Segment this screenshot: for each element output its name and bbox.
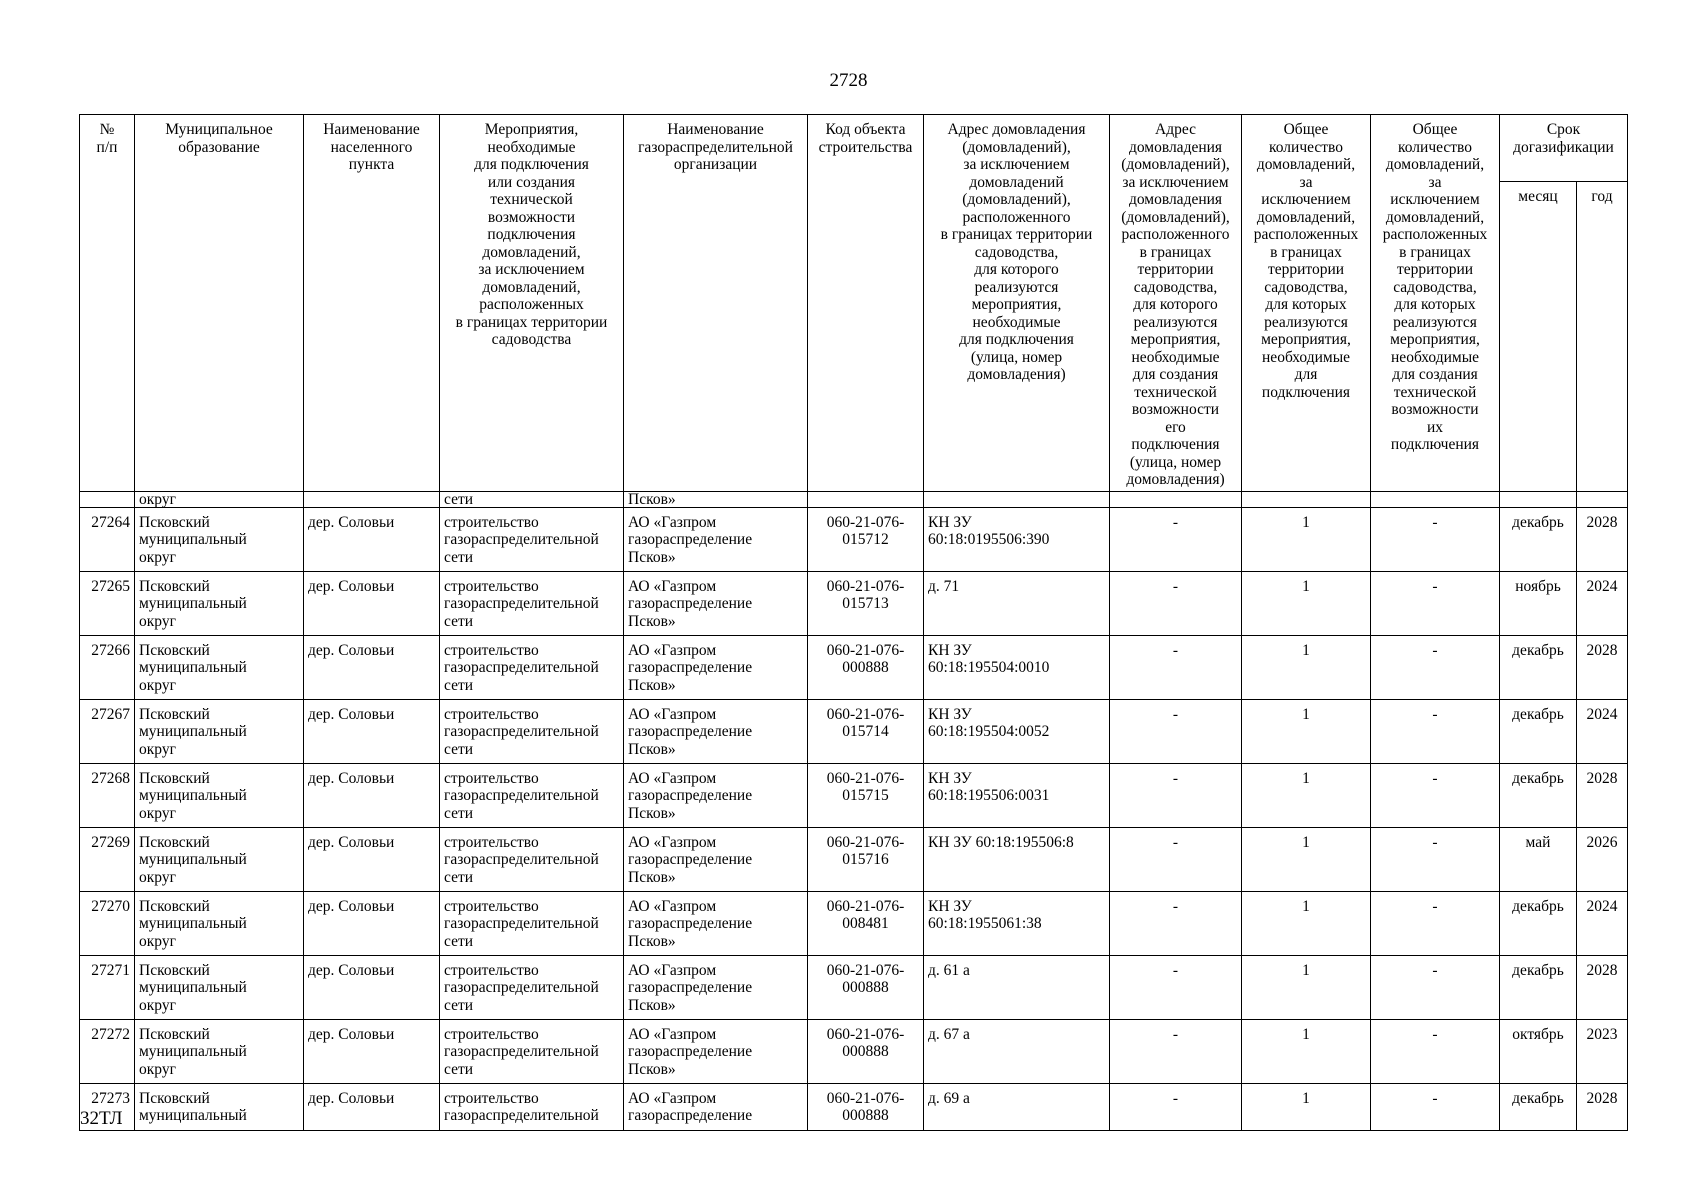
cell-municipality: Псковский муниципальный округ	[135, 1019, 304, 1083]
cell-month: декабрь	[1500, 891, 1577, 955]
cell-total-tech: -	[1371, 891, 1500, 955]
cell-total: 1	[1242, 827, 1371, 891]
cell-total: 1	[1242, 891, 1371, 955]
cell-month	[1500, 491, 1577, 507]
cell-month: декабрь	[1500, 699, 1577, 763]
cell-gas-org: АО «Газпром газораспределение Псков»	[624, 1019, 808, 1083]
cell-settlement: дер. Соловьи	[304, 763, 440, 827]
cell-code: 060-21-076- 000888	[808, 1019, 924, 1083]
cell-municipality: Псковский муниципальный округ	[135, 763, 304, 827]
cell-gas-org: АО «Газпром газораспределение Псков»	[624, 891, 808, 955]
cell-gas-org: АО «Газпром газораспределение Псков»	[624, 763, 808, 827]
header-gas-org: Наименование газораспределительной организации	[624, 115, 808, 492]
cell-code: 060-21-076- 015715	[808, 763, 924, 827]
cell-gas-org: АО «Газпром газораспределение Псков»	[624, 827, 808, 891]
cell-municipality: Псковский муниципальный округ	[135, 571, 304, 635]
table-row	[80, 1019, 1628, 1083]
cell-year	[1577, 491, 1628, 507]
cell-address-tech: -	[1110, 827, 1242, 891]
cell-num: 27268	[80, 763, 135, 827]
cell-measures: строительство газораспределительной	[440, 1083, 624, 1130]
cell-address-tech: -	[1110, 955, 1242, 1019]
header-total-connect: Общее количество домовладений, за исключением домовладений, расположенных в границах территории садоводства, для которых реализуются мероприятия, необходимые для подключения	[1242, 115, 1371, 492]
cell-address-tech: -	[1110, 763, 1242, 827]
cell-address: КН ЗУ 60:18:195506:0031	[924, 763, 1110, 827]
cell-year: 2024	[1577, 699, 1628, 763]
cell-code: 060-21-076- 000888	[808, 1083, 924, 1130]
cell-address-tech: -	[1110, 635, 1242, 699]
cell-total	[1242, 491, 1371, 507]
cell-total-tech: -	[1371, 763, 1500, 827]
footer-code: 32ТЛ	[80, 1108, 123, 1129]
cell-num	[80, 491, 135, 507]
cell-total: 1	[1242, 571, 1371, 635]
cell-measures: строительство газораспределительной сети	[440, 507, 624, 571]
cell-num: 27272	[80, 1019, 135, 1083]
cell-total: 1	[1242, 1019, 1371, 1083]
cell-settlement: дер. Соловьи	[304, 955, 440, 1019]
cell-settlement: дер. Соловьи	[304, 827, 440, 891]
cell-total-tech: -	[1371, 571, 1500, 635]
header-total-tech: Общее количество домовладений, за исключением домовладений, расположенных в границах территории садоводства, для которых реализуются мероприятия, необходимые для создания технической возможности их подключения	[1371, 115, 1500, 492]
header-object-code: Код объекта строительства	[808, 115, 924, 492]
cell-measures: строительство газораспределительной сети	[440, 827, 624, 891]
cell-address-tech: -	[1110, 571, 1242, 635]
cell-year: 2028	[1577, 507, 1628, 571]
cell-measures: сети	[440, 491, 624, 507]
header-num: № п/п	[80, 115, 135, 492]
cell-address: д. 69 а	[924, 1083, 1110, 1130]
cell-address-tech: -	[1110, 699, 1242, 763]
cell-total-tech: -	[1371, 635, 1500, 699]
header-year: год	[1577, 181, 1628, 491]
cell-municipality: Псковский муниципальный округ	[135, 955, 304, 1019]
cell-code: 060-21-076- 000888	[808, 955, 924, 1019]
cell-month: октябрь	[1500, 1019, 1577, 1083]
cell-year: 2028	[1577, 1083, 1628, 1130]
cell-address-tech	[1110, 491, 1242, 507]
cell-total: 1	[1242, 507, 1371, 571]
cell-address: д. 71	[924, 571, 1110, 635]
cell-address: д. 61 а	[924, 955, 1110, 1019]
cell-settlement: дер. Соловьи	[304, 1019, 440, 1083]
cell-settlement: дер. Соловьи	[304, 1083, 440, 1130]
cell-total: 1	[1242, 699, 1371, 763]
cell-settlement: дер. Соловьи	[304, 699, 440, 763]
continuation-row	[80, 491, 1628, 507]
cell-year: 2024	[1577, 891, 1628, 955]
cell-address	[924, 491, 1110, 507]
cell-total: 1	[1242, 955, 1371, 1019]
cell-measures: строительство газораспределительной сети	[440, 699, 624, 763]
cell-address: КН ЗУ 60:18:1955061:38	[924, 891, 1110, 955]
cell-month: декабрь	[1500, 635, 1577, 699]
cell-address-tech: -	[1110, 1019, 1242, 1083]
cell-settlement	[304, 491, 440, 507]
table-row	[80, 571, 1628, 635]
cell-month: ноябрь	[1500, 571, 1577, 635]
header-row	[80, 115, 1628, 182]
cell-total-tech: -	[1371, 827, 1500, 891]
cell-total-tech: -	[1371, 955, 1500, 1019]
cell-num: 27271	[80, 955, 135, 1019]
header-month: месяц	[1500, 181, 1577, 491]
gasification-table	[79, 114, 1628, 1131]
cell-gas-org: АО «Газпром газораспределение Псков»	[624, 699, 808, 763]
cell-total-tech: -	[1371, 507, 1500, 571]
cell-measures: строительство газораспределительной сети	[440, 635, 624, 699]
cell-gas-org: АО «Газпром газораспределение	[624, 1083, 808, 1130]
cell-municipality: Псковский муниципальный округ	[135, 699, 304, 763]
page-number: 2728	[829, 70, 868, 91]
cell-total: 1	[1242, 763, 1371, 827]
cell-address-tech: -	[1110, 1083, 1242, 1130]
cell-measures: строительство газораспределительной сети	[440, 1019, 624, 1083]
cell-year: 2028	[1577, 955, 1628, 1019]
table-row	[80, 699, 1628, 763]
cell-num: 27264	[80, 507, 135, 571]
cell-year: 2026	[1577, 827, 1628, 891]
cell-address: КН ЗУ 60:18:195506:8	[924, 827, 1110, 891]
cell-address: д. 67 а	[924, 1019, 1110, 1083]
cell-month: декабрь	[1500, 507, 1577, 571]
header-municipality: Муниципальное образование	[135, 115, 304, 492]
cell-year: 2028	[1577, 635, 1628, 699]
cell-num: 27265	[80, 571, 135, 635]
cell-code: 060-21-076- 015712	[808, 507, 924, 571]
cell-year: 2024	[1577, 571, 1628, 635]
cell-settlement: дер. Соловьи	[304, 635, 440, 699]
table-row	[80, 891, 1628, 955]
cell-month: декабрь	[1500, 763, 1577, 827]
cell-municipality: Псковский муниципальный округ	[135, 891, 304, 955]
table-row	[80, 507, 1628, 571]
cell-month: май	[1500, 827, 1577, 891]
cell-address: КН ЗУ 60:18:195504:0052	[924, 699, 1110, 763]
cell-year: 2028	[1577, 763, 1628, 827]
header-address-tech: Адрес домовладения (домовладений), за исключением домовладения (домовладений), расположенного в границах территории садоводства, для которого реализуются мероприятия, необходимые для создания технической возможности его подключения (улица, номер домовладения)	[1110, 115, 1242, 492]
cell-measures: строительство газораспределительной сети	[440, 891, 624, 955]
cell-num: 27273	[80, 1083, 135, 1130]
cell-gas-org: АО «Газпром газораспределение Псков»	[624, 635, 808, 699]
table-row	[80, 635, 1628, 699]
cell-num: 27270	[80, 891, 135, 955]
cell-address: КН ЗУ 60:18:195504:0010	[924, 635, 1110, 699]
cell-municipality: Псковский муниципальный	[135, 1083, 304, 1130]
cell-code	[808, 491, 924, 507]
table-body	[80, 491, 1628, 1130]
cell-code: 060-21-076- 008481	[808, 891, 924, 955]
cell-code: 060-21-076- 000888	[808, 635, 924, 699]
cell-gas-org: Псков»	[624, 491, 808, 507]
cell-address-tech: -	[1110, 891, 1242, 955]
header-measures: Мероприятия, необходимые для подключения или создания технической возможности подключения домовладений, за исключением домовладений, расположенных в границах территории садоводства	[440, 115, 624, 492]
cell-total-tech	[1371, 491, 1500, 507]
cell-year: 2023	[1577, 1019, 1628, 1083]
table-row	[80, 1083, 1628, 1130]
cell-month: декабрь	[1500, 955, 1577, 1019]
cell-settlement: дер. Соловьи	[304, 891, 440, 955]
header-settlement: Наименование населенного пункта	[304, 115, 440, 492]
cell-measures: строительство газораспределительной сети	[440, 955, 624, 1019]
table-row	[80, 827, 1628, 891]
cell-municipality: Псковский муниципальный округ	[135, 827, 304, 891]
header-address-connect: Адрес домовладения (домовладений), за исключением домовладений (домовладений), расположенного в границах территории садоводства, для которого реализуются мероприятия, необходимые для подключения (улица, номер домовладения)	[924, 115, 1110, 492]
cell-gas-org: АО «Газпром газораспределение Псков»	[624, 955, 808, 1019]
cell-num: 27267	[80, 699, 135, 763]
cell-code: 060-21-076- 015716	[808, 827, 924, 891]
cell-total-tech: -	[1371, 1019, 1500, 1083]
cell-code: 060-21-076- 015713	[808, 571, 924, 635]
cell-month: декабрь	[1500, 1083, 1577, 1130]
cell-total-tech: -	[1371, 1083, 1500, 1130]
cell-settlement: дер. Соловьи	[304, 571, 440, 635]
cell-address: КН ЗУ 60:18:0195506:390	[924, 507, 1110, 571]
cell-measures: строительство газораспределительной сети	[440, 571, 624, 635]
cell-municipality: округ	[135, 491, 304, 507]
cell-code: 060-21-076- 015714	[808, 699, 924, 763]
cell-municipality: Псковский муниципальный округ	[135, 507, 304, 571]
cell-total: 1	[1242, 1083, 1371, 1130]
cell-total-tech: -	[1371, 699, 1500, 763]
table-row	[80, 955, 1628, 1019]
cell-settlement: дер. Соловьи	[304, 507, 440, 571]
cell-gas-org: АО «Газпром газораспределение Псков»	[624, 571, 808, 635]
table-row	[80, 763, 1628, 827]
cell-num: 27269	[80, 827, 135, 891]
header-deadline: Срок догазификации	[1500, 115, 1628, 182]
cell-total: 1	[1242, 635, 1371, 699]
cell-municipality: Псковский муниципальный округ	[135, 635, 304, 699]
cell-measures: строительство газораспределительной сети	[440, 763, 624, 827]
cell-num: 27266	[80, 635, 135, 699]
cell-address-tech: -	[1110, 507, 1242, 571]
cell-gas-org: АО «Газпром газораспределение Псков»	[624, 507, 808, 571]
